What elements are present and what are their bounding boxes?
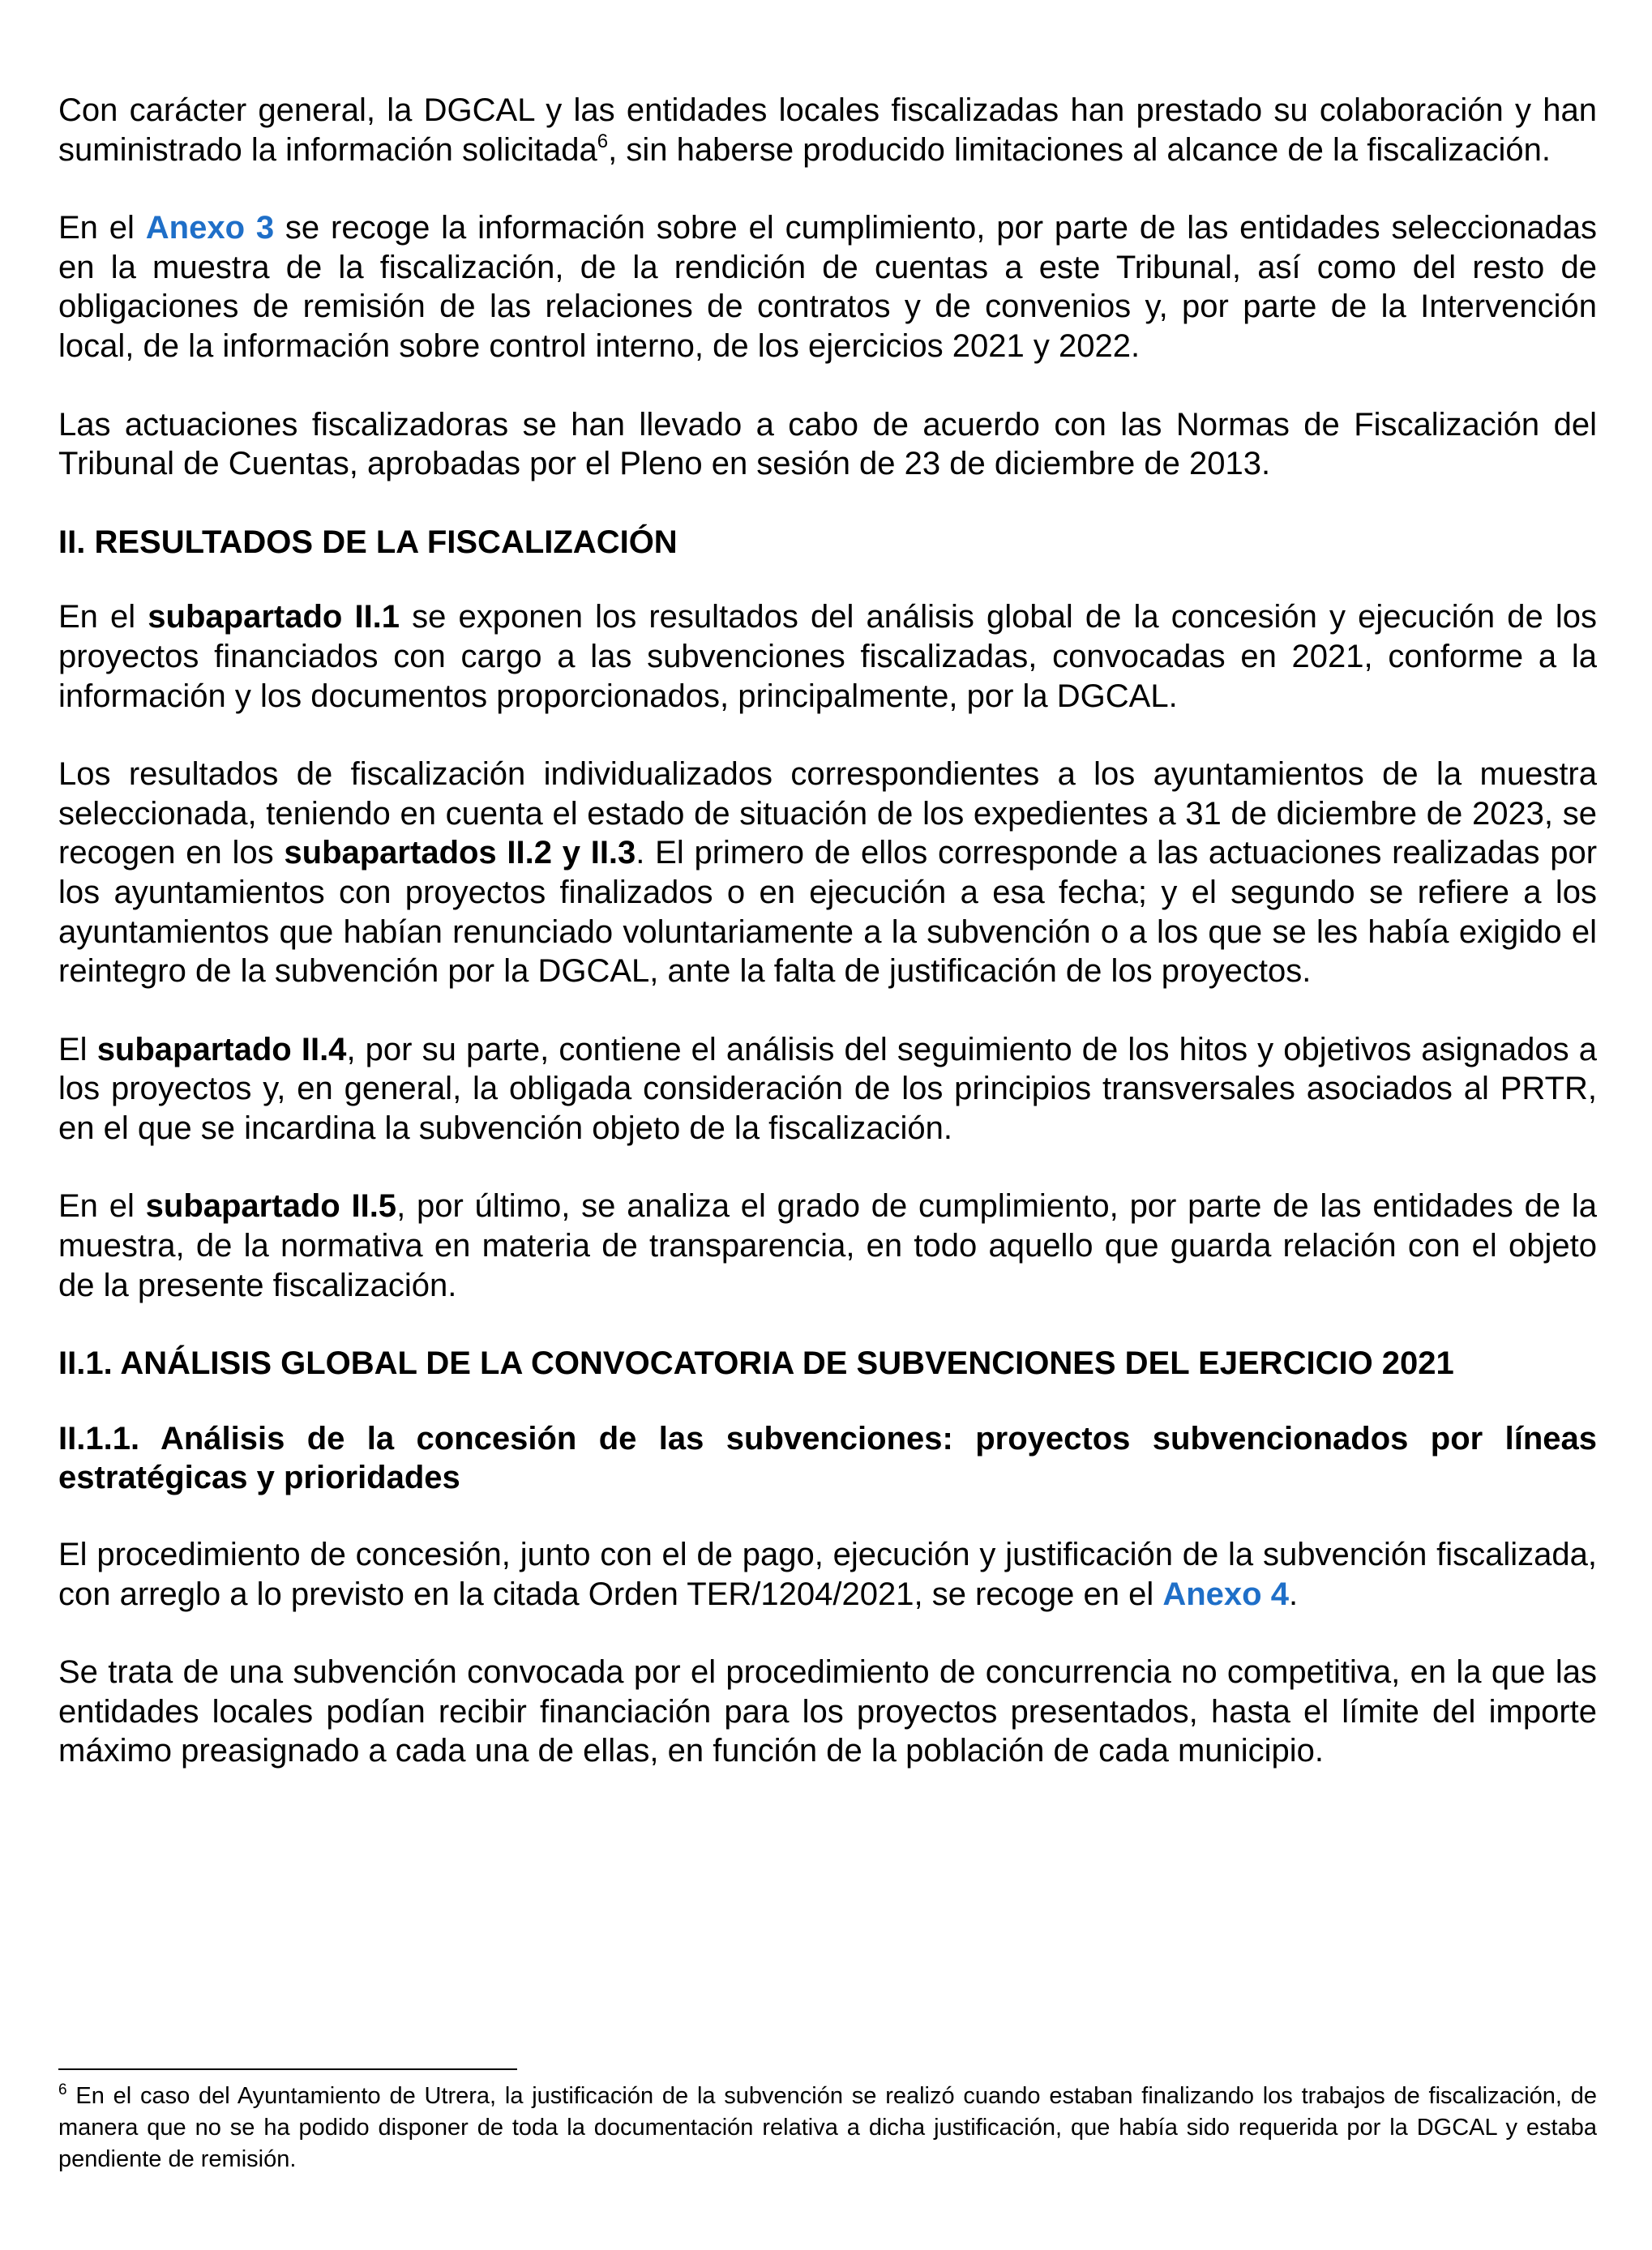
paragraph-normas: Las actuaciones fiscalizadoras se han llevado a cabo de acuerdo con las Normas de Fiscalización del Tribunal de Cuentas, aprobadas por el Pleno en sesión de 23 de diciembre de 2013. bbox=[58, 406, 1597, 482]
anexo-3-link[interactable]: Anexo 3 bbox=[145, 210, 275, 246]
subsection-heading-concesion: II.1.1. Análisis de la concesión de las subvenciones: proyectos subvencionados por líneas estratégicas y prioridades bbox=[58, 1420, 1597, 1496]
footnote-number: 6 bbox=[58, 2081, 67, 2098]
paragraph-subapartado-ii5: En el subapartado II.5, por último, se analiza el grado de cumplimiento, por parte de las entidades de la muestra, de la normativa en materia de transparencia, en todo aquello que guarda relación con el objeto de la presente fiscalización. bbox=[58, 1188, 1597, 1303]
paragraph-concurrencia: Se trata de una subvención convocada por el procedimiento de concurrencia no competitiva, en la que las entidades locales podían recibir financiación para los proyectos presentados, hasta el límite del importe máximo preasignado a cada una de ellas, en función de la población de cada municipio. bbox=[58, 1654, 1597, 1769]
paragraph-collaboration: Con carácter general, la DGCAL y las entidades locales fiscalizadas han prestado su colaboración y han suministrado la información solicitada$^6$, sin haberse producido limitaciones al alcance de la fiscalización. bbox=[58, 92, 1597, 168]
paragraph-subapartado-ii4: El subapartado II.4, por su parte, contiene el análisis del seguimiento de los hitos y objetivos asignados a los proyectos y, en general, la obligada consideración de los principios transversales asociados al PRTR, en el que se incardina la subvención objeto de la fiscalización. bbox=[58, 1031, 1598, 1146]
footnote-reference[interactable]: 6 bbox=[597, 130, 609, 152]
section-heading-resultados: II. RESULTADOS DE LA FISCALIZACIÓN bbox=[58, 524, 678, 560]
anexo-4-link[interactable]: Anexo 4 bbox=[1162, 1576, 1289, 1612]
footnote-separator bbox=[58, 2068, 517, 2070]
footnote-6: $^6$ En el caso del Ayuntamiento de Utrera, la justificación de la subvención se realizó cuando estaban finalizando los trabajos de fiscalización, de manera que no se ha podido disponer de toda la documentación relativa a dicha justificación, que había sido requerida por la DGCAL y estaba pendiente de remisión. bbox=[58, 2081, 1597, 2172]
paragraph-procedimiento: El procedimiento de concesión, junto con el de pago, ejecución y justificación de la subvención fiscalizada, con arreglo a lo previsto en la citada Orden TER/1204/2021, se recoge en el Anexo 4. bbox=[58, 1537, 1597, 1612]
document-body bbox=[58, 91, 1597, 1810]
paragraph-subapartados-ii2-ii3: Los resultados de fiscalización individualizados correspondientes a los ayuntamientos de la muestra seleccionada, teniendo en cuenta el estado de situación de los expedientes a 31 de diciembre de 2023, se recogen en los subapartados II.2 y II.3. El primero de ellos corresponde a las actuaciones realizadas por los ayuntamientos con proyectos finalizados o en ejecución a esa fecha; y el segundo se refiere a los ayuntamientos que habían renunciado voluntariamente a la subvención o a los que se les había exigido el reintegro de la subvención por la DGCAL, ante la falta de justificación de los proyectos. bbox=[58, 756, 1598, 990]
paragraph-anexo-3: En el Anexo 3 se recoge la información sobre el cumplimiento, por parte de las entidades seleccionadas en la muestra de la fiscalización, de la rendición de cuentas a este Tribunal, así como del resto de obligaciones de remisión de las relaciones de contratos y de convenios y, por parte de la Intervención local, de la información sobre control interno, de los ejercicios 2021 y 2022. bbox=[58, 210, 1597, 364]
section-heading-analisis-global: II.1. ANÁLISIS GLOBAL DE LA CONVOCATORIA DE SUBVENCIONES DEL EJERCICIO 2021 bbox=[58, 1345, 1454, 1382]
paragraph-subapartado-ii1: En el subapartado II.1 se exponen los resultados del análisis global de la concesión y ejecución de los proyectos financiados con cargo a las subvenciones fiscalizadas, convocadas en 2021, conforme a la información y los documentos proporcionados, principalmente, por la DGCAL. bbox=[58, 599, 1597, 714]
